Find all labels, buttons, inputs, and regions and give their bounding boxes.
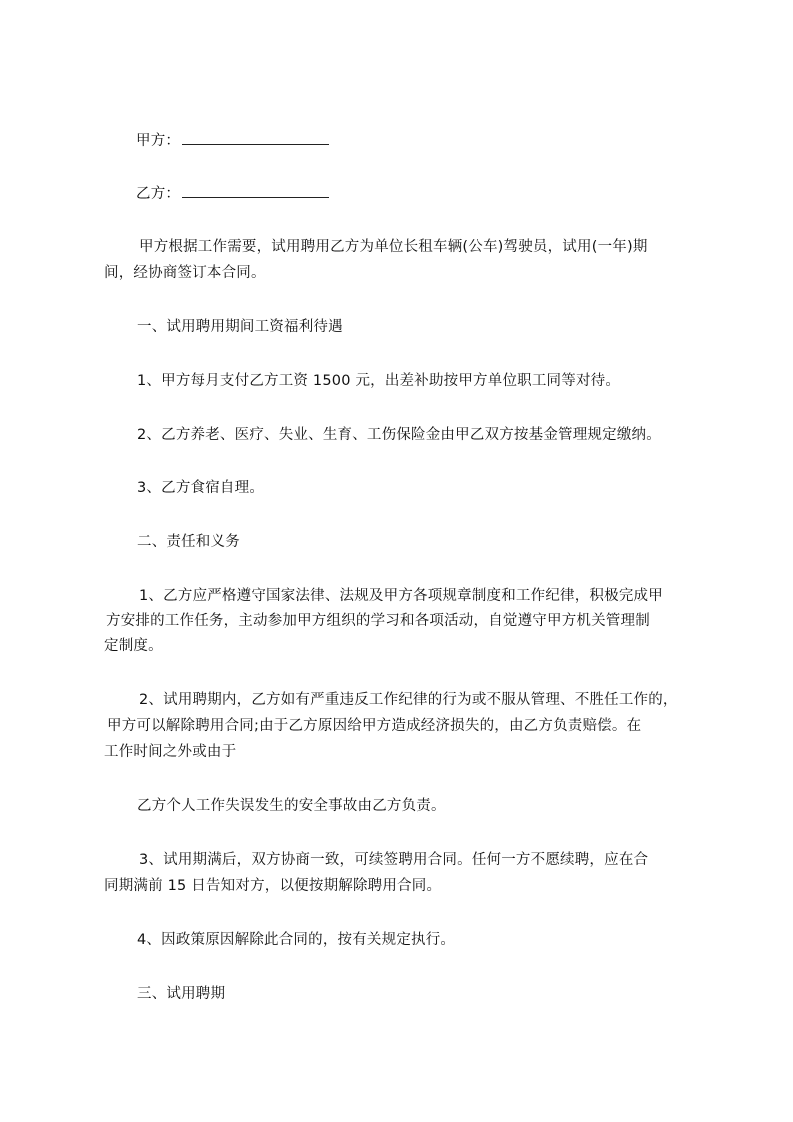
section2-item2-line-3: 工作时间之外或由于 (104, 744, 237, 760)
section2-item2-line-2: 甲方可以解除聘用合同;由于乙方原因给甲方造成经济损失的，由乙方负责赔偿。在 (107, 718, 642, 734)
section2-item2-continuation: 乙方个人工作失误发生的安全事故由乙方负责。 (137, 798, 446, 814)
section2-item4: 4、因政策原因解除此合同的，按有关规定执行。 (137, 932, 456, 948)
party-b-blank (182, 184, 329, 198)
section3-heading: 三、试用聘期 (137, 986, 226, 1002)
section2-item3-line-2: 同期满前 15 日告知对方，以便按期解除聘用合同。 (104, 878, 442, 894)
section1-item-2: 2、乙方养老、医疗、失业、生育、工伤保险金由甲乙双方按基金管理规定缴纳。 (137, 427, 661, 443)
party-b-label: 乙方： (136, 186, 181, 202)
section2-item1-line-3: 定制度。 (104, 638, 163, 654)
party-a-blank (182, 131, 329, 145)
party-a-label: 甲方： (136, 133, 181, 149)
section2-item1-line-1: 1、乙方应严格遵守国家法律、法规及甲方各项规章制度和工作纪律，积极完成甲 (139, 588, 663, 604)
intro-line-1: 甲方根据工作需要，试用聘用乙方为单位长租车辆(公车)驾驶员，试用(一年)期 (139, 239, 648, 255)
party-b-line (136, 184, 329, 204)
section2-item3-line-1: 3、试用期满后，双方协商一致，可续签聘用合同。任何一方不愿续聘，应在合 (139, 852, 649, 868)
intro-line-2: 间，经协商签订本合同。 (104, 265, 266, 281)
section1-heading: 一、试用聘用期间工资福利待遇 (137, 319, 343, 335)
section2-heading: 二、责任和义务 (137, 534, 240, 550)
section2-item2-line-1: 2、试用聘期内，乙方如有严重违反工作纪律的行为或不服从管理、不胜任工作的， (139, 692, 678, 708)
section1-item-1: 1、甲方每月支付乙方工资 1500 元，出差补助按甲方单位职工同等对待。 (137, 373, 621, 389)
section1-item-3: 3、乙方食宿自理。 (137, 480, 265, 496)
party-a-line (136, 131, 329, 151)
section2-item1-line-2: 方安排的工作任务，主动参加甲方组织的学习和各项活动，自觉遵守甲方机关管理制 (106, 613, 650, 629)
